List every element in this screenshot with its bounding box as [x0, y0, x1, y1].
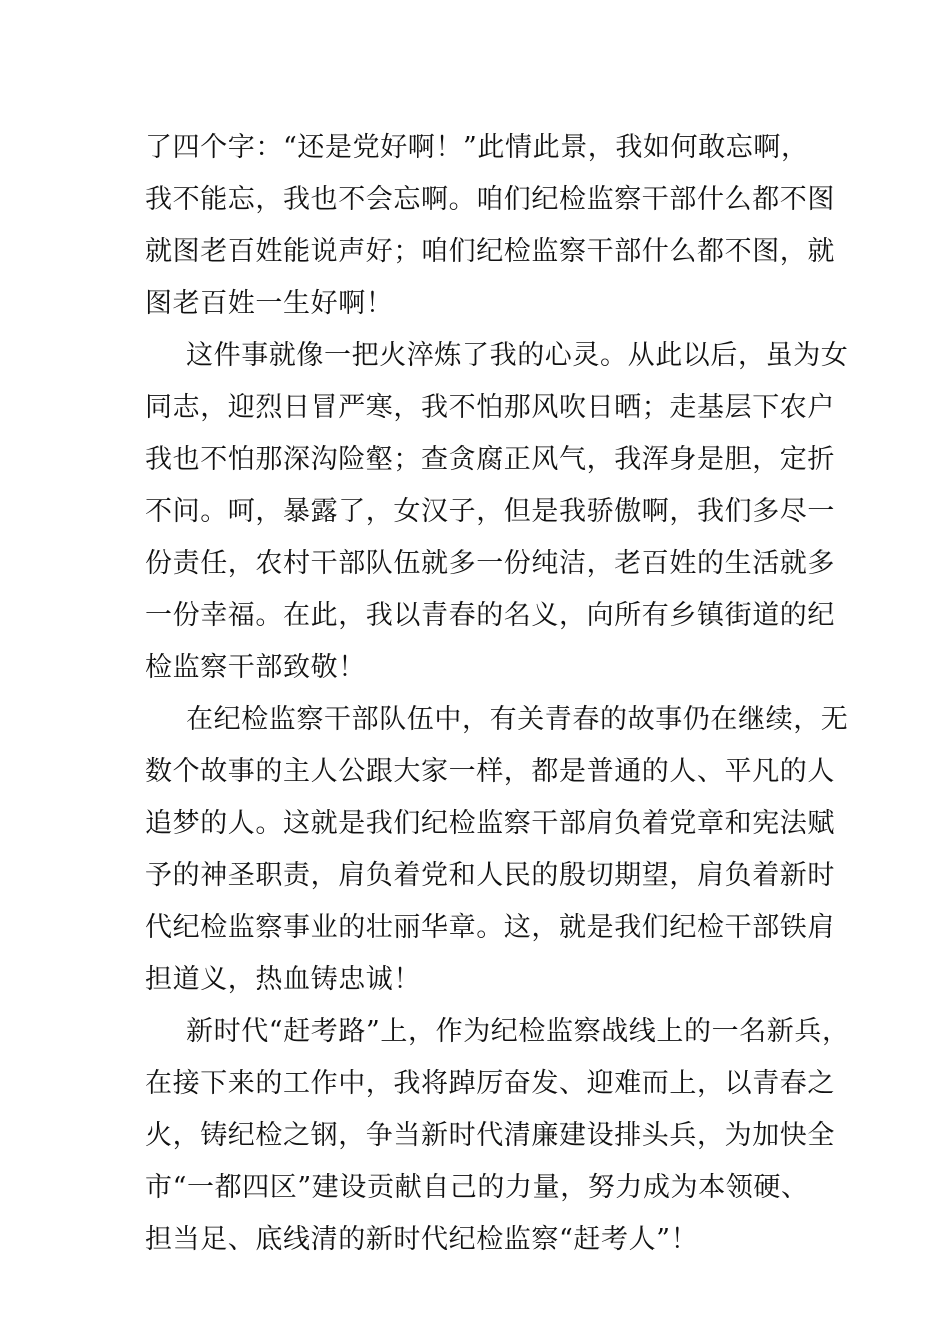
- text-line: 担道义，热血铸忠诚！: [145, 964, 421, 995]
- text-line: 追梦的人。这就是我们纪检监察干部肩负着党章和宪法赋: [145, 808, 835, 839]
- text-line: 在接下来的工作中，我将踔厉奋发、迎难而上，以青春之: [145, 1068, 835, 1099]
- text-line: 检监察干部致敬！: [145, 652, 366, 683]
- text-line: 数个故事的主人公跟大家一样，都是普通的人、平凡的人: [145, 756, 835, 787]
- paragraph-first-line: 在纪检监察干部队伍中，有关青春的故事仍在继续，无: [186, 704, 849, 735]
- text-line: 担当足、底线清的新时代纪检监察“赶考人”！: [145, 1224, 699, 1255]
- text-line: 就图老百姓能说声好；咱们纪检监察干部什么都不图，就: [145, 236, 835, 267]
- text-line: 了四个字：“还是党好啊！”此情此景，我如何敢忘啊，: [145, 132, 809, 163]
- text-line: 代纪检监察事业的壮丽华章。这，就是我们纪检干部铁肩: [145, 912, 835, 943]
- text-line: 市“一都四区”建设贡献自己的力量，努力成为本领硬、: [145, 1172, 809, 1203]
- paragraph-first-line: 这件事就像一把火淬炼了我的心灵。从此以后，虽为女: [186, 340, 849, 371]
- text-line: 我也不怕那深沟险壑；查贪腐正风气，我浑身是胆，定折: [145, 444, 835, 475]
- document-body: [145, 122, 850, 1266]
- paragraph-first-line: 新时代“赶考路”上，作为纪检监察战线上的一名新兵，: [186, 1016, 850, 1047]
- text-line: 予的神圣职责，肩负着党和人民的殷切期望，肩负着新时: [145, 860, 835, 891]
- text-line: 同志，迎烈日冒严寒，我不怕那风吹日晒；走基层下农户: [145, 392, 835, 423]
- text-line: 一份幸福。在此，我以青春的名义，向所有乡镇街道的纪: [145, 600, 835, 631]
- text-line: 图老百姓一生好啊！: [145, 288, 394, 319]
- text-line: 不问。呵，暴露了，女汉子，但是我骄傲啊，我们多尽一: [145, 496, 835, 527]
- text-line: 份责任，农村干部队伍就多一份纯洁，老百姓的生活就多: [145, 548, 835, 579]
- text-line: 火，铸纪检之钢，争当新时代清廉建设排头兵，为加快全: [145, 1120, 835, 1151]
- text-line: 我不能忘，我也不会忘啊。咱们纪检监察干部什么都不图: [145, 184, 835, 215]
